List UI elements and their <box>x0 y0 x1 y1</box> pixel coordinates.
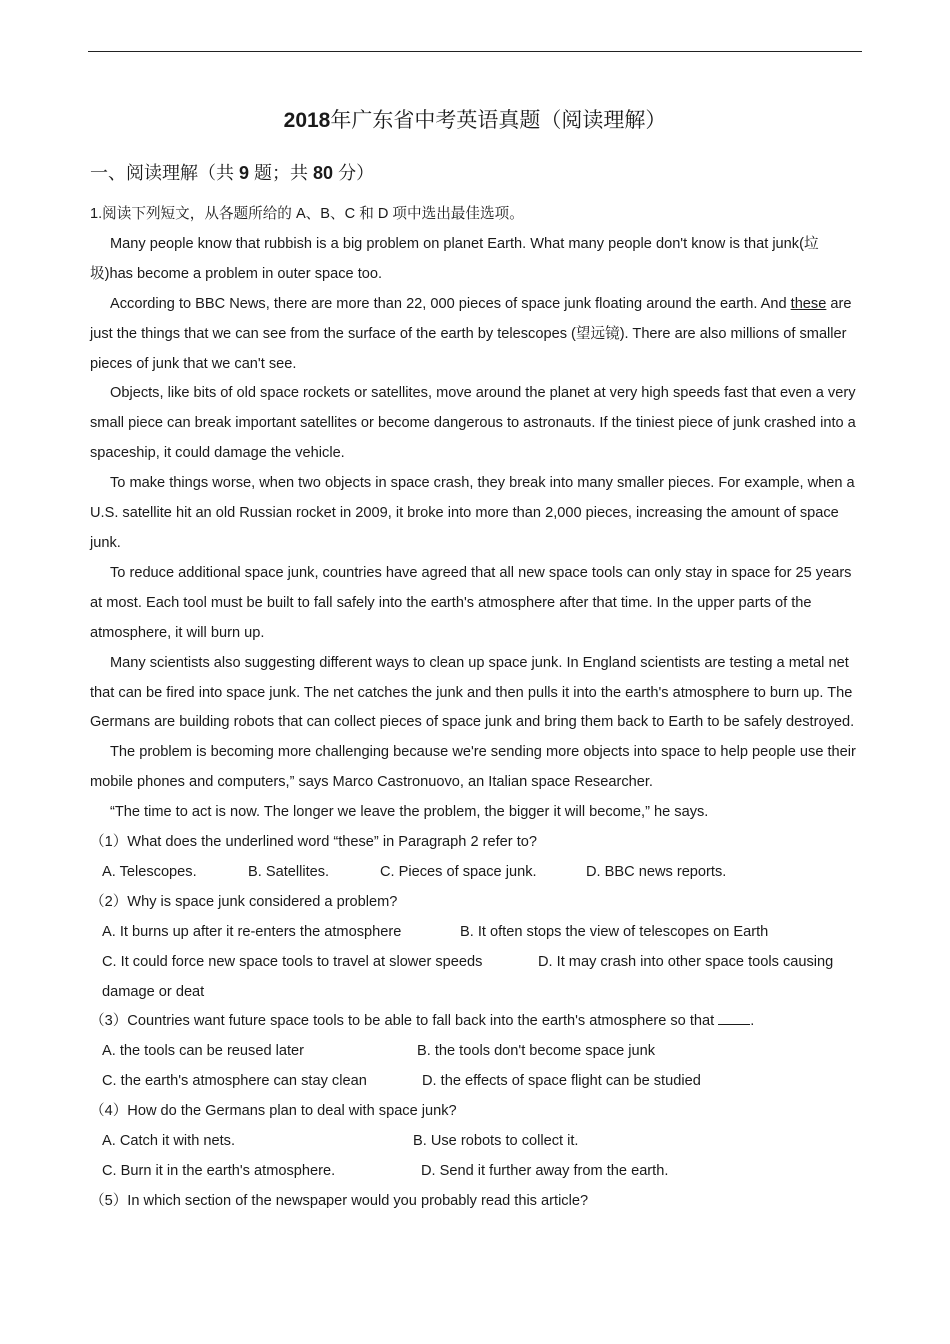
question-3-options-row2 <box>90 1067 860 1097</box>
option-b[interactable]: B. Use robots to collect it. <box>413 1133 579 1150</box>
question-2-options-row1 <box>90 918 860 948</box>
paragraph-5: To reduce additional space junk, countries have agreed that all new space tools can only stay in space for 25 years at most. Each tool must be built to fall safely into the earth's atmosphere after that time. In the upper parts of the atmosphere, it will burn up. <box>90 564 852 641</box>
question-3-stem: （3）Countries want future space tools to be able to fall back into the earth's atmosphere so that . <box>90 1013 755 1030</box>
option-d-continuation: damage or deat <box>102 983 205 1000</box>
paragraph-7: The problem is becoming more challenging because we're sending more objects into space to help people use their mobile phones and computers,” says Marco Castronuovo, an Italian space Researcher. <box>90 744 856 791</box>
question-1-stem: （1）What does the underlined word “these” in Paragraph 2 refer to? <box>90 834 537 851</box>
option-c[interactable]: C. Burn it in the earth's atmosphere. <box>102 1162 336 1179</box>
option-c[interactable]: C. It could force new space tools to travel at slower speeds <box>102 953 483 970</box>
option-c[interactable]: C. Pieces of space junk. <box>380 863 537 880</box>
option-d[interactable]: D. the effects of space flight can be studied <box>422 1073 701 1090</box>
question-4-options-row2 <box>90 1157 860 1187</box>
option-c[interactable]: C. the earth's atmosphere can stay clean <box>102 1073 367 1090</box>
reading-passage <box>90 200 860 1217</box>
question-5-stem: （5）In which section of the newspaper would you probably read this article? <box>90 1192 589 1209</box>
option-a[interactable]: A. Telescopes. <box>102 863 197 880</box>
section-heading: 一、阅读理解（共 9 题；共 80 分） <box>90 163 375 183</box>
answer-blank <box>718 1012 750 1025</box>
paragraph-3: Objects, like bits of old space rockets or satellites, move around the planet at very high speeds fast that even a very small piece can break important satellites or become dangerous to astronauts. If the tiniest piece of junk crashed into a spaceship, it could damage the vehicle. <box>90 385 856 462</box>
underlined-word: these <box>790 295 827 312</box>
option-b[interactable]: B. It often stops the view of telescopes on Earth <box>460 923 769 940</box>
instruction: 1.阅读下列短文，从各题所给的 A、B、C 和 D 项中选出最佳选项。 <box>90 206 524 222</box>
page-title: 2018年广东省中考英语真题（阅读理解） <box>283 109 667 132</box>
option-b[interactable]: B. the tools don't become space junk <box>417 1043 656 1060</box>
question-2-options-row2 <box>90 948 860 978</box>
question-1-options <box>90 858 860 888</box>
option-d[interactable]: D. Send it further away from the earth. <box>421 1162 669 1179</box>
question-3-options-row1 <box>90 1037 860 1067</box>
option-d[interactable]: D. It may crash into other space tools causing <box>538 953 834 970</box>
option-a[interactable]: A. It burns up after it re-enters the atmosphere <box>102 923 402 940</box>
paragraph-2: According to BBC News, there are more than 22, 000 pieces of space junk floating around the earth. And these are just the things that we can see from the surface of the earth by telescopes (望远镜). There are also millions of smaller pieces of junk that we can't see. <box>90 295 852 372</box>
question-4-stem: （4）How do the Germans plan to deal with space junk? <box>90 1103 457 1120</box>
paragraph-8: “The time to act is now. The longer we leave the problem, the bigger it will become,” he says. <box>110 804 709 821</box>
option-a[interactable]: A. Catch it with nets. <box>102 1133 236 1150</box>
option-d[interactable]: D. BBC news reports. <box>586 863 727 880</box>
paragraph-1: Many people know that rubbish is a big problem on planet Earth. What many people don't know is that junk(垃圾)has become a problem in outer space too. <box>90 235 819 282</box>
paragraph-6: Many scientists also suggesting different ways to clean up space junk. In England scientists are testing a metal net that can be fired into space junk. The net catches the junk and then pulls it into the earth's atmosphere to burn up. The Germans are building robots that can collect pieces of space junk and bring them back to Earth to be safely destroyed. <box>90 654 855 731</box>
paragraph-4: To make things worse, when two objects in space crash, they break into many smaller pieces. For example, when a U.S. satellite hit an old Russian rocket in 2009, it broke into more than 2,000 pieces, increasing the amount of space junk. <box>90 475 855 551</box>
option-b[interactable]: B. Satellites. <box>248 863 330 880</box>
header-rule <box>88 51 862 52</box>
question-2-stem: （2）Why is space junk considered a problem? <box>90 893 398 910</box>
question-4-options-row1 <box>90 1127 860 1157</box>
option-a[interactable]: A. the tools can be reused later <box>102 1043 305 1060</box>
